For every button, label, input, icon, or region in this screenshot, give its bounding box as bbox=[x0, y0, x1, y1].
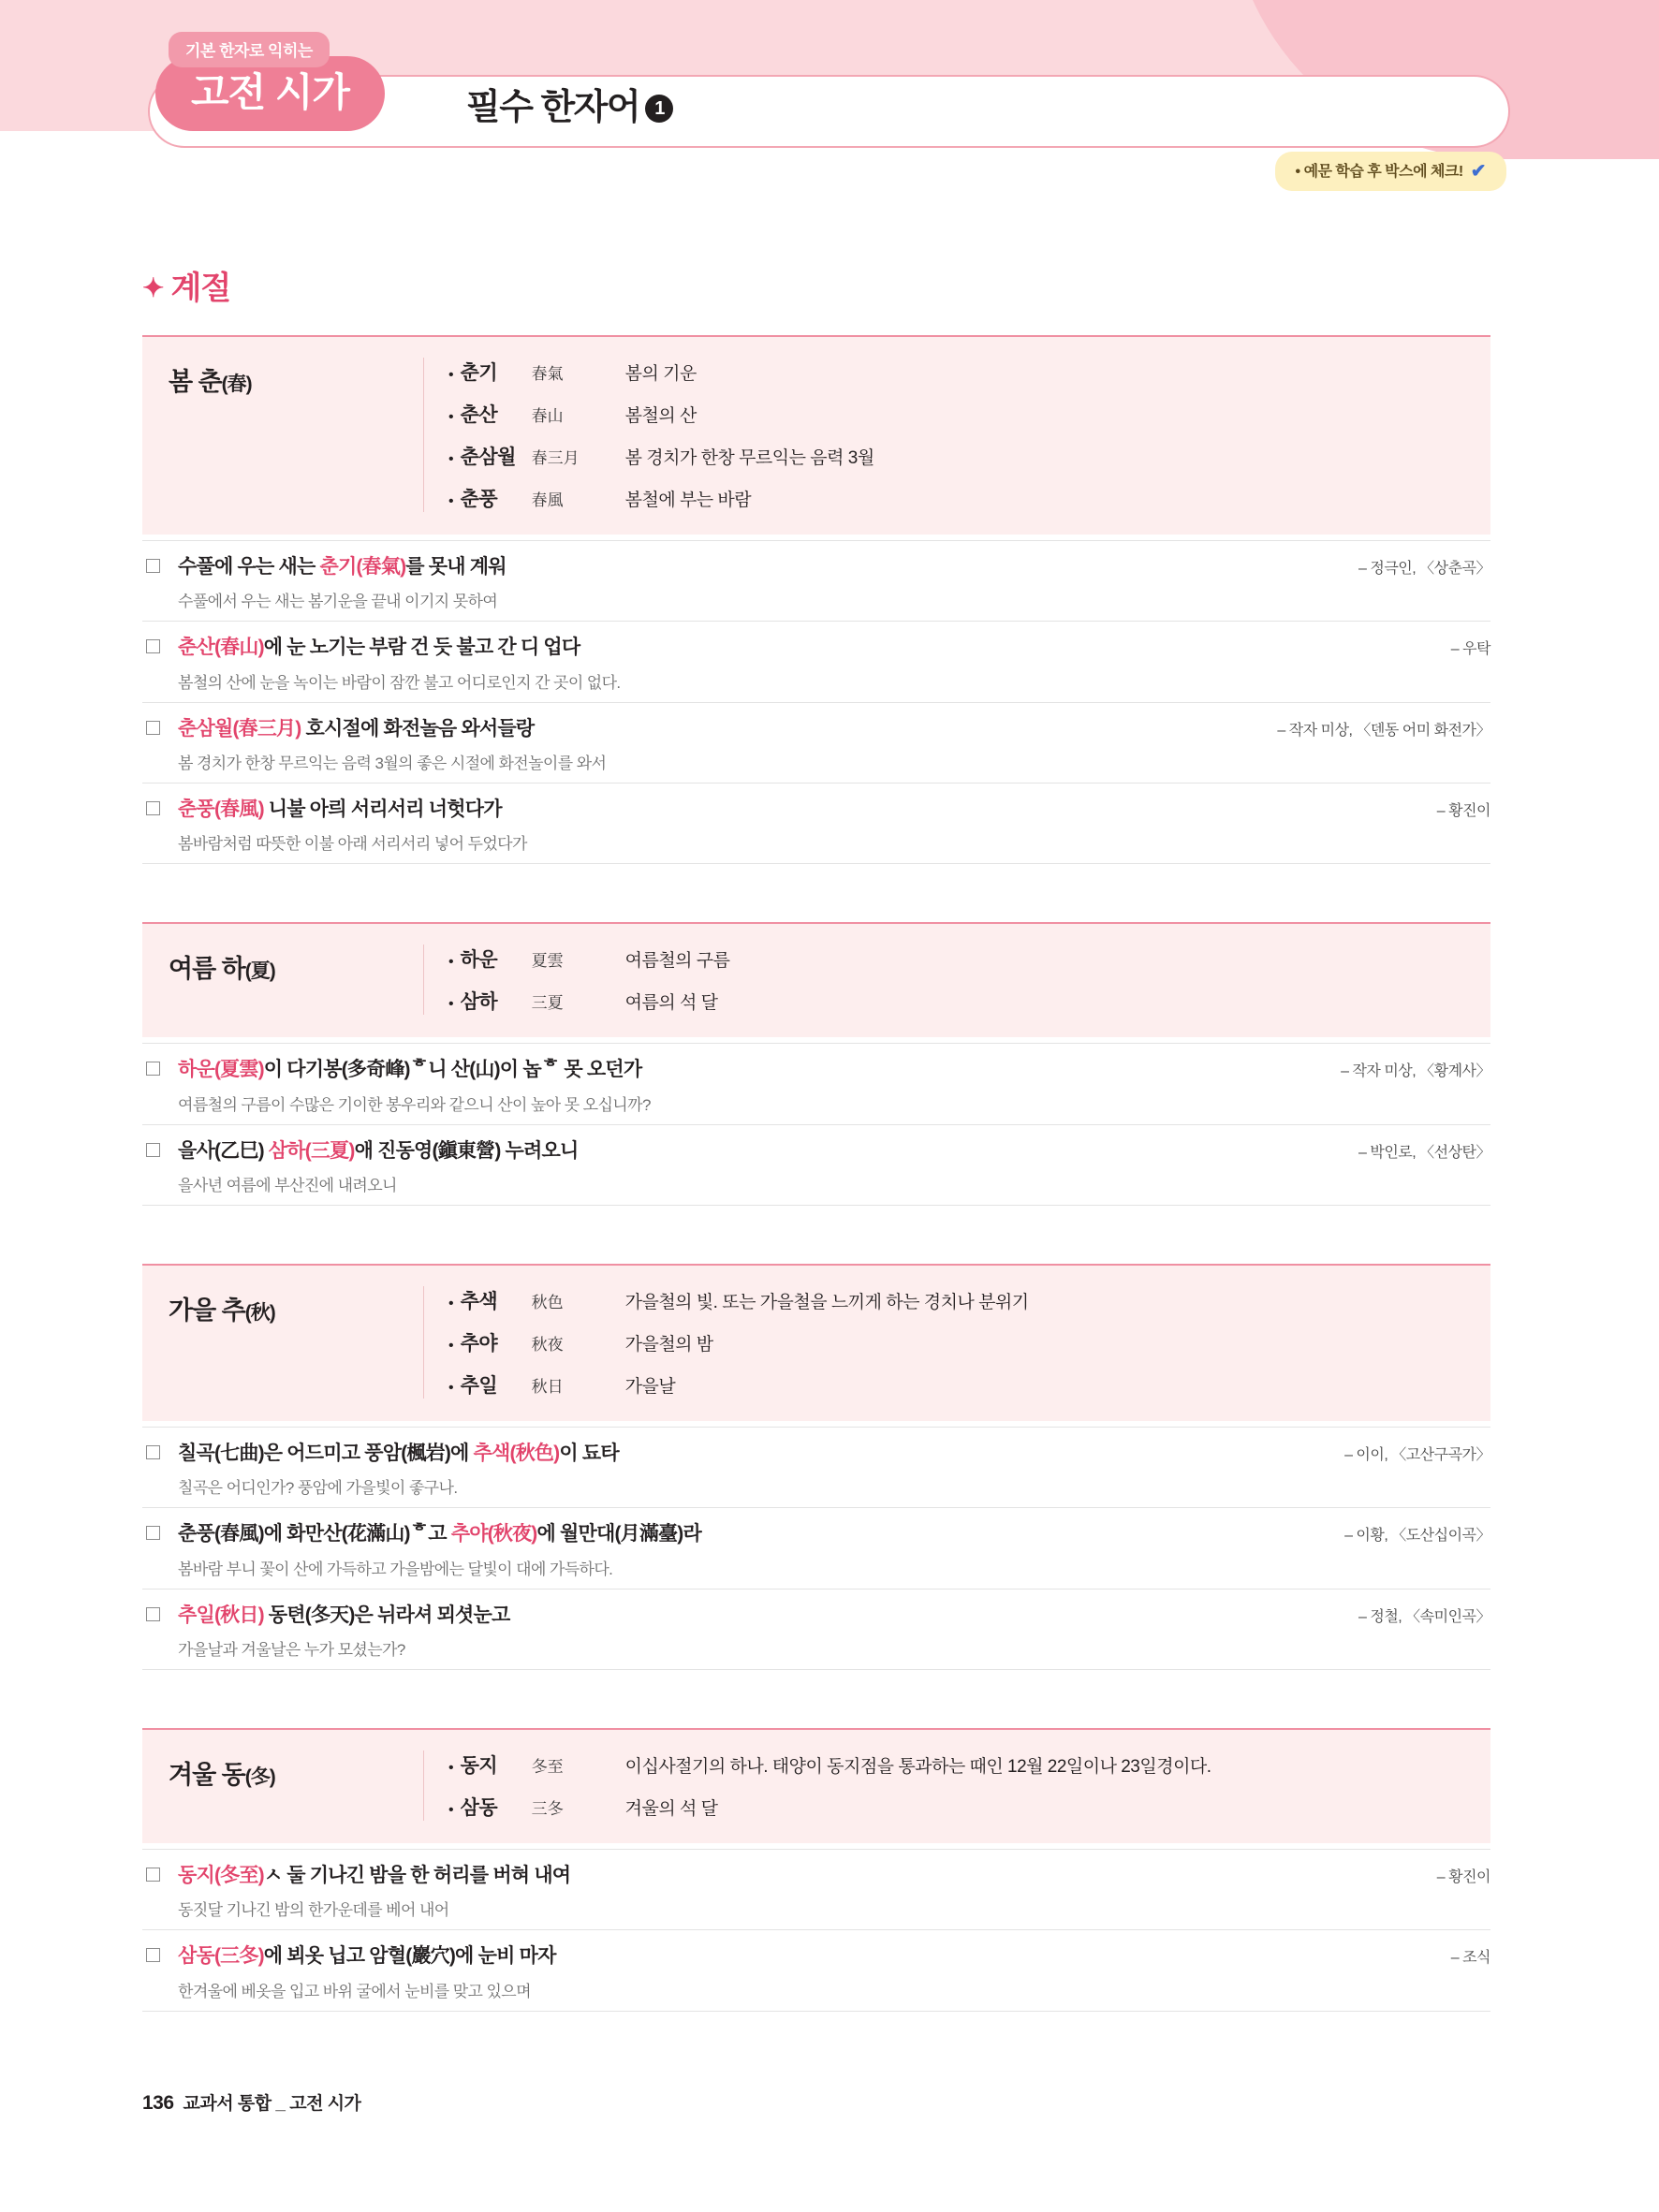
bullet-icon: • bbox=[448, 996, 454, 1013]
word-hanja: 秋夜 bbox=[531, 1336, 564, 1355]
word-hanja: 冬至 bbox=[531, 1758, 564, 1778]
example-keyword: 춘기(春氣) bbox=[319, 556, 406, 578]
word-hanja: 秋日 bbox=[531, 1378, 564, 1398]
example-source: – 정철, 〈속미인곡〉 bbox=[1358, 1608, 1490, 1625]
example-translation: 봄바람 부니 꽃이 산에 가득하고 가을밤에는 달빛이 대에 가득하다. bbox=[178, 1560, 613, 1578]
example-source: – 우탁 bbox=[1450, 641, 1490, 658]
word-hanja: 春三月 bbox=[531, 449, 580, 468]
word-definition: 여름철의 구름 bbox=[624, 951, 730, 972]
word-korean: 추야 bbox=[460, 1333, 498, 1355]
example-source: – 조식 bbox=[1450, 1950, 1490, 1967]
checkbox[interactable] bbox=[146, 1143, 160, 1157]
example-text bbox=[178, 716, 534, 742]
example-keyword: 춘풍(春風) bbox=[178, 798, 264, 821]
entry-heading bbox=[142, 945, 423, 1015]
header-category-tag: 고전 시가 bbox=[155, 56, 385, 131]
bullet-icon: • bbox=[448, 493, 454, 509]
example-text-post: 이 됴타 bbox=[559, 1443, 619, 1465]
example-text bbox=[178, 1521, 701, 1547]
example-keyword: 삼하(三夏) bbox=[268, 1139, 355, 1162]
example-translation: 봄바람처럼 따뜻한 이불 아래 서리서리 넣어 두었다가 bbox=[178, 835, 527, 854]
example-text-post: 이 다기봉(多奇峰)ᄒ니 산(山)이 놉ᄒ 못 오던가 bbox=[263, 1059, 642, 1081]
example-translation: 여름철의 구름이 수많은 기이한 봉우리와 같으니 산이 높아 못 오십니까? bbox=[178, 1095, 651, 1114]
word-hanja: 秋色 bbox=[531, 1294, 564, 1313]
word-hanja: 三夏 bbox=[531, 994, 564, 1014]
word-row bbox=[448, 400, 1490, 428]
example-list bbox=[142, 1849, 1490, 2012]
entry-word-list bbox=[423, 1751, 1490, 1821]
entry-heading-ko: 봄 춘 bbox=[169, 368, 222, 396]
word-definition: 가을날 bbox=[624, 1377, 676, 1398]
example-translation: 가을날과 겨울날은 누가 모셨는가? bbox=[178, 1641, 405, 1660]
spacer bbox=[142, 1206, 1490, 1247]
entry-word-list bbox=[423, 1286, 1490, 1399]
section-heading bbox=[142, 262, 230, 308]
example-translation: 봄 경치가 한창 무르익는 음력 3월의 좋은 시절에 화전놀이를 와서 bbox=[178, 754, 607, 773]
entry-heading-ko: 가을 추 bbox=[169, 1296, 245, 1326]
example-text-post: 동텬(冬天)은 뉘라셔 뫼셧눈고 bbox=[263, 1604, 510, 1626]
word-korean: 춘풍 bbox=[460, 489, 498, 510]
word-definition: 가을철의 밤 bbox=[624, 1335, 713, 1355]
word-definition: 겨울의 석 달 bbox=[624, 1799, 718, 1820]
example-text-post: 호시절에 화전놀음 와서들랑 bbox=[301, 717, 535, 740]
example-item bbox=[142, 1589, 1490, 1670]
example-text bbox=[178, 635, 580, 661]
word-korean: 추색 bbox=[460, 1291, 498, 1313]
example-translation: 동짓달 기나긴 밤의 한가운데를 베어 내어 bbox=[178, 1901, 449, 1920]
word-hanja: 三冬 bbox=[531, 1800, 564, 1820]
bullet-icon: • bbox=[448, 1760, 454, 1777]
entry-heading bbox=[142, 358, 423, 512]
word-hanja: 春風 bbox=[531, 491, 564, 510]
example-item bbox=[142, 1125, 1490, 1206]
example-text bbox=[178, 1057, 641, 1083]
word-row bbox=[448, 358, 1490, 386]
page-title bbox=[466, 90, 673, 125]
example-text-post: 를 못내 계워 bbox=[405, 556, 507, 578]
checkbox[interactable] bbox=[146, 721, 160, 735]
example-item bbox=[142, 784, 1490, 864]
word-definition: 봄철에 부는 바람 bbox=[624, 491, 752, 510]
example-keyword: 추색(秋色) bbox=[473, 1443, 560, 1465]
entry-heading-hanja: (夏) bbox=[244, 960, 275, 983]
footer-text: 교과서 통합 _ 고전 시가 bbox=[183, 2094, 361, 2114]
example-keyword: 동지(冬至) bbox=[178, 1865, 264, 1887]
header-subtitle-tag: 기본 한자로 익히는 bbox=[169, 32, 330, 67]
word-korean: 춘기 bbox=[460, 362, 498, 384]
example-item bbox=[142, 1427, 1490, 1508]
example-text-post: 애 진동영(鎭東營) 누려오니 bbox=[354, 1139, 579, 1162]
check-hint-badge bbox=[1275, 152, 1506, 191]
word-row bbox=[448, 1751, 1490, 1779]
example-item bbox=[142, 1930, 1490, 2011]
word-row bbox=[448, 1370, 1490, 1399]
entry-heading bbox=[142, 1286, 423, 1399]
entry-heading-hanja: (春) bbox=[221, 374, 252, 395]
example-keyword: 추야(秋夜) bbox=[450, 1523, 537, 1545]
example-item bbox=[142, 1508, 1490, 1589]
example-translation: 봄철의 산에 눈을 녹이는 바람이 잠깐 불고 어디로인지 간 곳이 없다. bbox=[178, 673, 621, 692]
example-text-pre: 수풀에 우는 새는 bbox=[178, 556, 320, 578]
vocab-entry bbox=[142, 1728, 1490, 1843]
page-title-text: 필수 한자어 bbox=[466, 88, 640, 127]
example-source: – 이황, 〈도산십이곡〉 bbox=[1344, 1528, 1490, 1545]
entry-heading-hanja: (秋) bbox=[244, 1302, 275, 1325]
example-translation: 수풀에서 우는 새는 봄기운을 끝내 이기지 못하여 bbox=[178, 593, 498, 611]
example-text bbox=[178, 554, 507, 580]
vocab-entry bbox=[142, 335, 1490, 535]
word-row bbox=[448, 1328, 1490, 1356]
word-definition: 봄 경치가 한창 무르익는 음력 3월 bbox=[624, 448, 874, 468]
entry-word-list bbox=[423, 358, 1490, 512]
example-text-post: 에 눈 노기는 부람 건 듯 불고 간 디 업다 bbox=[263, 637, 580, 659]
checkbox[interactable] bbox=[146, 639, 160, 653]
word-hanja: 春山 bbox=[531, 407, 564, 426]
example-source: – 이이, 〈고산구곡가〉 bbox=[1344, 1447, 1490, 1464]
example-item bbox=[142, 622, 1490, 702]
word-korean: 하운 bbox=[460, 949, 498, 972]
example-keyword: 추일(秋日) bbox=[178, 1604, 264, 1626]
example-text bbox=[178, 1943, 556, 1970]
checkbox[interactable] bbox=[146, 1445, 160, 1459]
word-definition: 가을철의 빛. 또는 가을철을 느끼게 하는 경치나 분위기 bbox=[624, 1293, 1029, 1313]
example-source: – 작자 미상, 〈덴동 어미 화전가〉 bbox=[1277, 722, 1490, 739]
example-source: – 박인로, 〈선상탄〉 bbox=[1358, 1144, 1490, 1161]
checkbox[interactable] bbox=[146, 801, 160, 815]
page-footer bbox=[142, 2089, 360, 2115]
word-korean: 동지 bbox=[460, 1755, 498, 1778]
spacer bbox=[142, 864, 1490, 905]
word-hanja: 夏雲 bbox=[531, 952, 564, 972]
example-text-pre: 춘풍(春風)에 화만산(花滿山)ᄒ고 bbox=[178, 1523, 451, 1545]
example-source: – 황진이 bbox=[1436, 803, 1490, 820]
bullet-icon: • bbox=[448, 1296, 454, 1312]
word-hanja: 春氣 bbox=[531, 365, 564, 384]
word-korean: 삼동 bbox=[460, 1797, 498, 1820]
entry-heading-ko: 겨울 동 bbox=[169, 1761, 245, 1790]
entry-heading-ko: 여름 하 bbox=[169, 955, 245, 984]
word-row bbox=[448, 484, 1490, 512]
checkbox[interactable] bbox=[146, 1607, 160, 1621]
example-text-post: ㅅ 둘 기나긴 밤을 한 허리를 버혀 내여 bbox=[263, 1865, 571, 1887]
example-text-post: 에 월만대(月滿臺)라 bbox=[536, 1523, 701, 1545]
example-text-pre: 칠곡(七曲)은 어드미고 풍암(楓岩)에 bbox=[178, 1443, 474, 1465]
word-korean: 춘산 bbox=[460, 404, 498, 426]
checkbox[interactable] bbox=[146, 1062, 160, 1076]
word-korean: 추일 bbox=[460, 1375, 498, 1398]
star-icon: ✦ bbox=[142, 273, 164, 302]
vocab-entry bbox=[142, 1264, 1490, 1421]
word-definition: 이십사절기의 하나. 태양이 동지점을 통과하는 때인 12월 22일이나 23일경이다. bbox=[624, 1757, 1211, 1778]
word-row bbox=[448, 987, 1490, 1015]
spacer bbox=[142, 1670, 1490, 1711]
example-text bbox=[178, 1441, 619, 1467]
example-text bbox=[178, 1138, 579, 1165]
page-title-number: 1 bbox=[645, 95, 673, 123]
example-item bbox=[142, 540, 1490, 622]
word-korean: 삼하 bbox=[460, 991, 498, 1014]
example-list bbox=[142, 1427, 1490, 1670]
check-hint-text: • 예문 학습 후 박스에 체크! bbox=[1295, 164, 1463, 180]
word-row bbox=[448, 1793, 1490, 1821]
example-keyword: 춘삼월(春三月) bbox=[178, 717, 301, 740]
word-row bbox=[448, 1286, 1490, 1314]
bullet-icon: • bbox=[448, 1380, 454, 1397]
example-keyword: 삼동(三冬) bbox=[178, 1945, 264, 1968]
word-definition: 봄의 기운 bbox=[624, 364, 697, 384]
bullet-icon: • bbox=[448, 451, 454, 467]
bullet-icon: • bbox=[448, 367, 454, 383]
example-keyword: 하운(夏雲) bbox=[178, 1059, 264, 1081]
word-row bbox=[448, 945, 1490, 973]
entry-heading bbox=[142, 1751, 423, 1821]
entry-word-list bbox=[423, 945, 1490, 1015]
example-source: – 정극인, 〈상춘곡〉 bbox=[1358, 561, 1490, 577]
bullet-icon: • bbox=[448, 1338, 454, 1355]
checkbox[interactable] bbox=[146, 1948, 160, 1962]
example-translation: 한겨울에 베옷을 입고 바위 굴에서 눈비를 맞고 있으며 bbox=[178, 1982, 531, 2000]
bullet-icon: • bbox=[448, 1802, 454, 1819]
checkbox[interactable] bbox=[146, 1526, 160, 1540]
entry-heading-hanja: (冬) bbox=[244, 1766, 275, 1789]
example-source: – 황진이 bbox=[1436, 1869, 1490, 1886]
example-text-post: 에 뵈옷 닙고 암혈(巖穴)에 눈비 마자 bbox=[263, 1945, 556, 1968]
word-korean: 춘삼월 bbox=[460, 447, 516, 468]
checkbox[interactable] bbox=[146, 1868, 160, 1882]
example-text bbox=[178, 1603, 510, 1629]
example-text bbox=[178, 1863, 570, 1889]
example-keyword: 춘산(春山) bbox=[178, 637, 264, 659]
page-header bbox=[148, 32, 1510, 182]
word-row bbox=[448, 442, 1490, 470]
example-text bbox=[178, 797, 502, 823]
vocab-entry bbox=[142, 922, 1490, 1037]
example-list bbox=[142, 540, 1490, 864]
word-definition: 여름의 석 달 bbox=[624, 993, 718, 1014]
section-heading-label: 계절 bbox=[170, 271, 231, 306]
example-translation: 을사년 여름에 부산진에 내려오니 bbox=[178, 1177, 397, 1195]
word-definition: 봄철의 산 bbox=[624, 406, 697, 426]
example-item bbox=[142, 1849, 1490, 1930]
bullet-icon: • bbox=[448, 954, 454, 971]
example-text-post: 니불 아릐 서리서리 너헛다가 bbox=[263, 798, 502, 821]
example-item bbox=[142, 1043, 1490, 1124]
example-text-pre: 을사(乙巳) bbox=[178, 1139, 269, 1162]
check-icon: ✔ bbox=[1470, 161, 1486, 182]
checkbox[interactable] bbox=[146, 559, 160, 573]
example-list bbox=[142, 1043, 1490, 1206]
content-column bbox=[142, 318, 1490, 2012]
example-source: – 작자 미상, 〈황계사〉 bbox=[1341, 1063, 1490, 1080]
bullet-icon: • bbox=[448, 409, 454, 425]
example-item bbox=[142, 703, 1490, 784]
example-translation: 칠곡은 어디인가? 풍암에 가을빛이 좋구나. bbox=[178, 1479, 458, 1498]
page-number: 136 bbox=[142, 2092, 174, 2114]
